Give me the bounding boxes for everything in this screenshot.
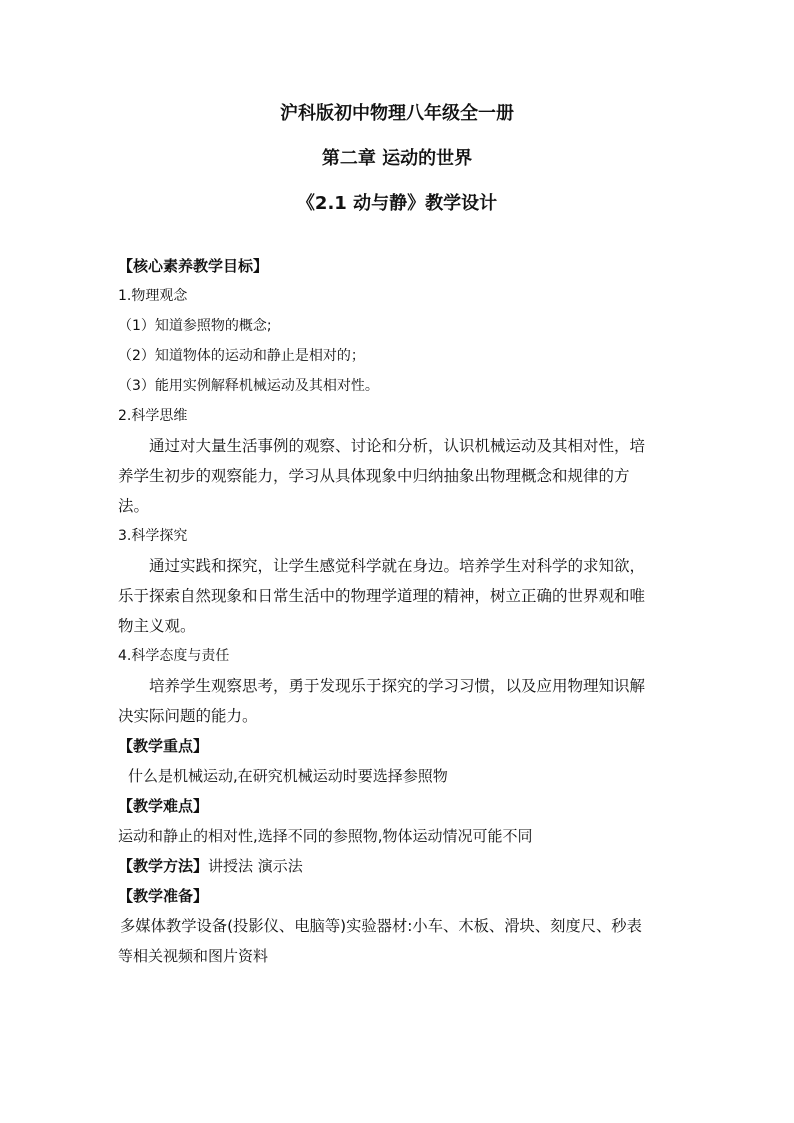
document-body: [118, 251, 676, 971]
science-inquiry-heading: 3.科学探究: [118, 528, 188, 544]
science-thinking-line: 法。: [118, 497, 150, 515]
science-inquiry-line: 物主义观。: [118, 617, 196, 635]
physics-concept-item: （2）知道物体的运动和静止是相对的；: [118, 348, 365, 364]
science-attitude-heading: 4.科学态度与责任: [118, 648, 230, 664]
title-block: [118, 0, 676, 216]
preparation-line: 等相关视频和图片资料: [118, 947, 269, 965]
physics-concept-item: （3）能用实例解释机械运动及其相对性。: [118, 378, 379, 394]
science-attitude-line: 决实际问题的能力。: [118, 707, 258, 725]
key-points-text: 什么是机械运动,在研究机械运动时要选择参照物: [128, 767, 448, 785]
core-goals-heading: 【核心素养教学目标】: [118, 257, 269, 275]
science-thinking-heading: 2.科学思维: [118, 408, 188, 424]
science-thinking-line: 通过对大量生活事例的观察、讨论和分析，认识机械运动及其相对性，培: [149, 437, 646, 455]
science-inquiry-line: 乐于探索自然现象和日常生活中的物理学道理的精神，树立正确的世界观和唯: [118, 587, 646, 605]
physics-concept-item: （1）知道参照物的概念;: [118, 318, 272, 334]
difficulties-heading: 【教学难点】: [118, 797, 209, 815]
difficulties-text: 运动和静止的相对性,选择不同的参照物,物体运动情况可能不同: [118, 827, 533, 845]
preparation-line: 多媒体教学设备(投影仪、电脑等)实验器材:小车、木板、滑块、刻度尺、秒表: [120, 917, 642, 935]
science-thinking-line: 养学生初步的观察能力，学习从具体现象中归纳抽象出物理概念和规律的方: [118, 467, 630, 485]
science-inquiry-line: 通过实践和探究，让学生感觉科学就在身边。培养学生对科学的求知欲，: [149, 557, 646, 575]
title-textbook: 沪科版初中物理八年级全一册: [280, 103, 514, 124]
title-chapter: 第二章 运动的世界: [321, 148, 473, 169]
physics-concept-heading: 1.物理观念: [118, 288, 188, 304]
preparation-heading: 【教学准备】: [118, 887, 209, 905]
methods-heading: 【教学方法】: [118, 857, 209, 875]
methods-text: 讲授法 演示法: [208, 857, 303, 875]
title-lesson: 《2.1 动与静》教学设计: [296, 193, 498, 214]
key-points-heading: 【教学重点】: [118, 737, 209, 755]
science-attitude-line: 培养学生观察思考，勇于发现乐于探究的学习习惯，以及应用物理知识解: [149, 677, 646, 695]
methods-row: [118, 851, 676, 881]
